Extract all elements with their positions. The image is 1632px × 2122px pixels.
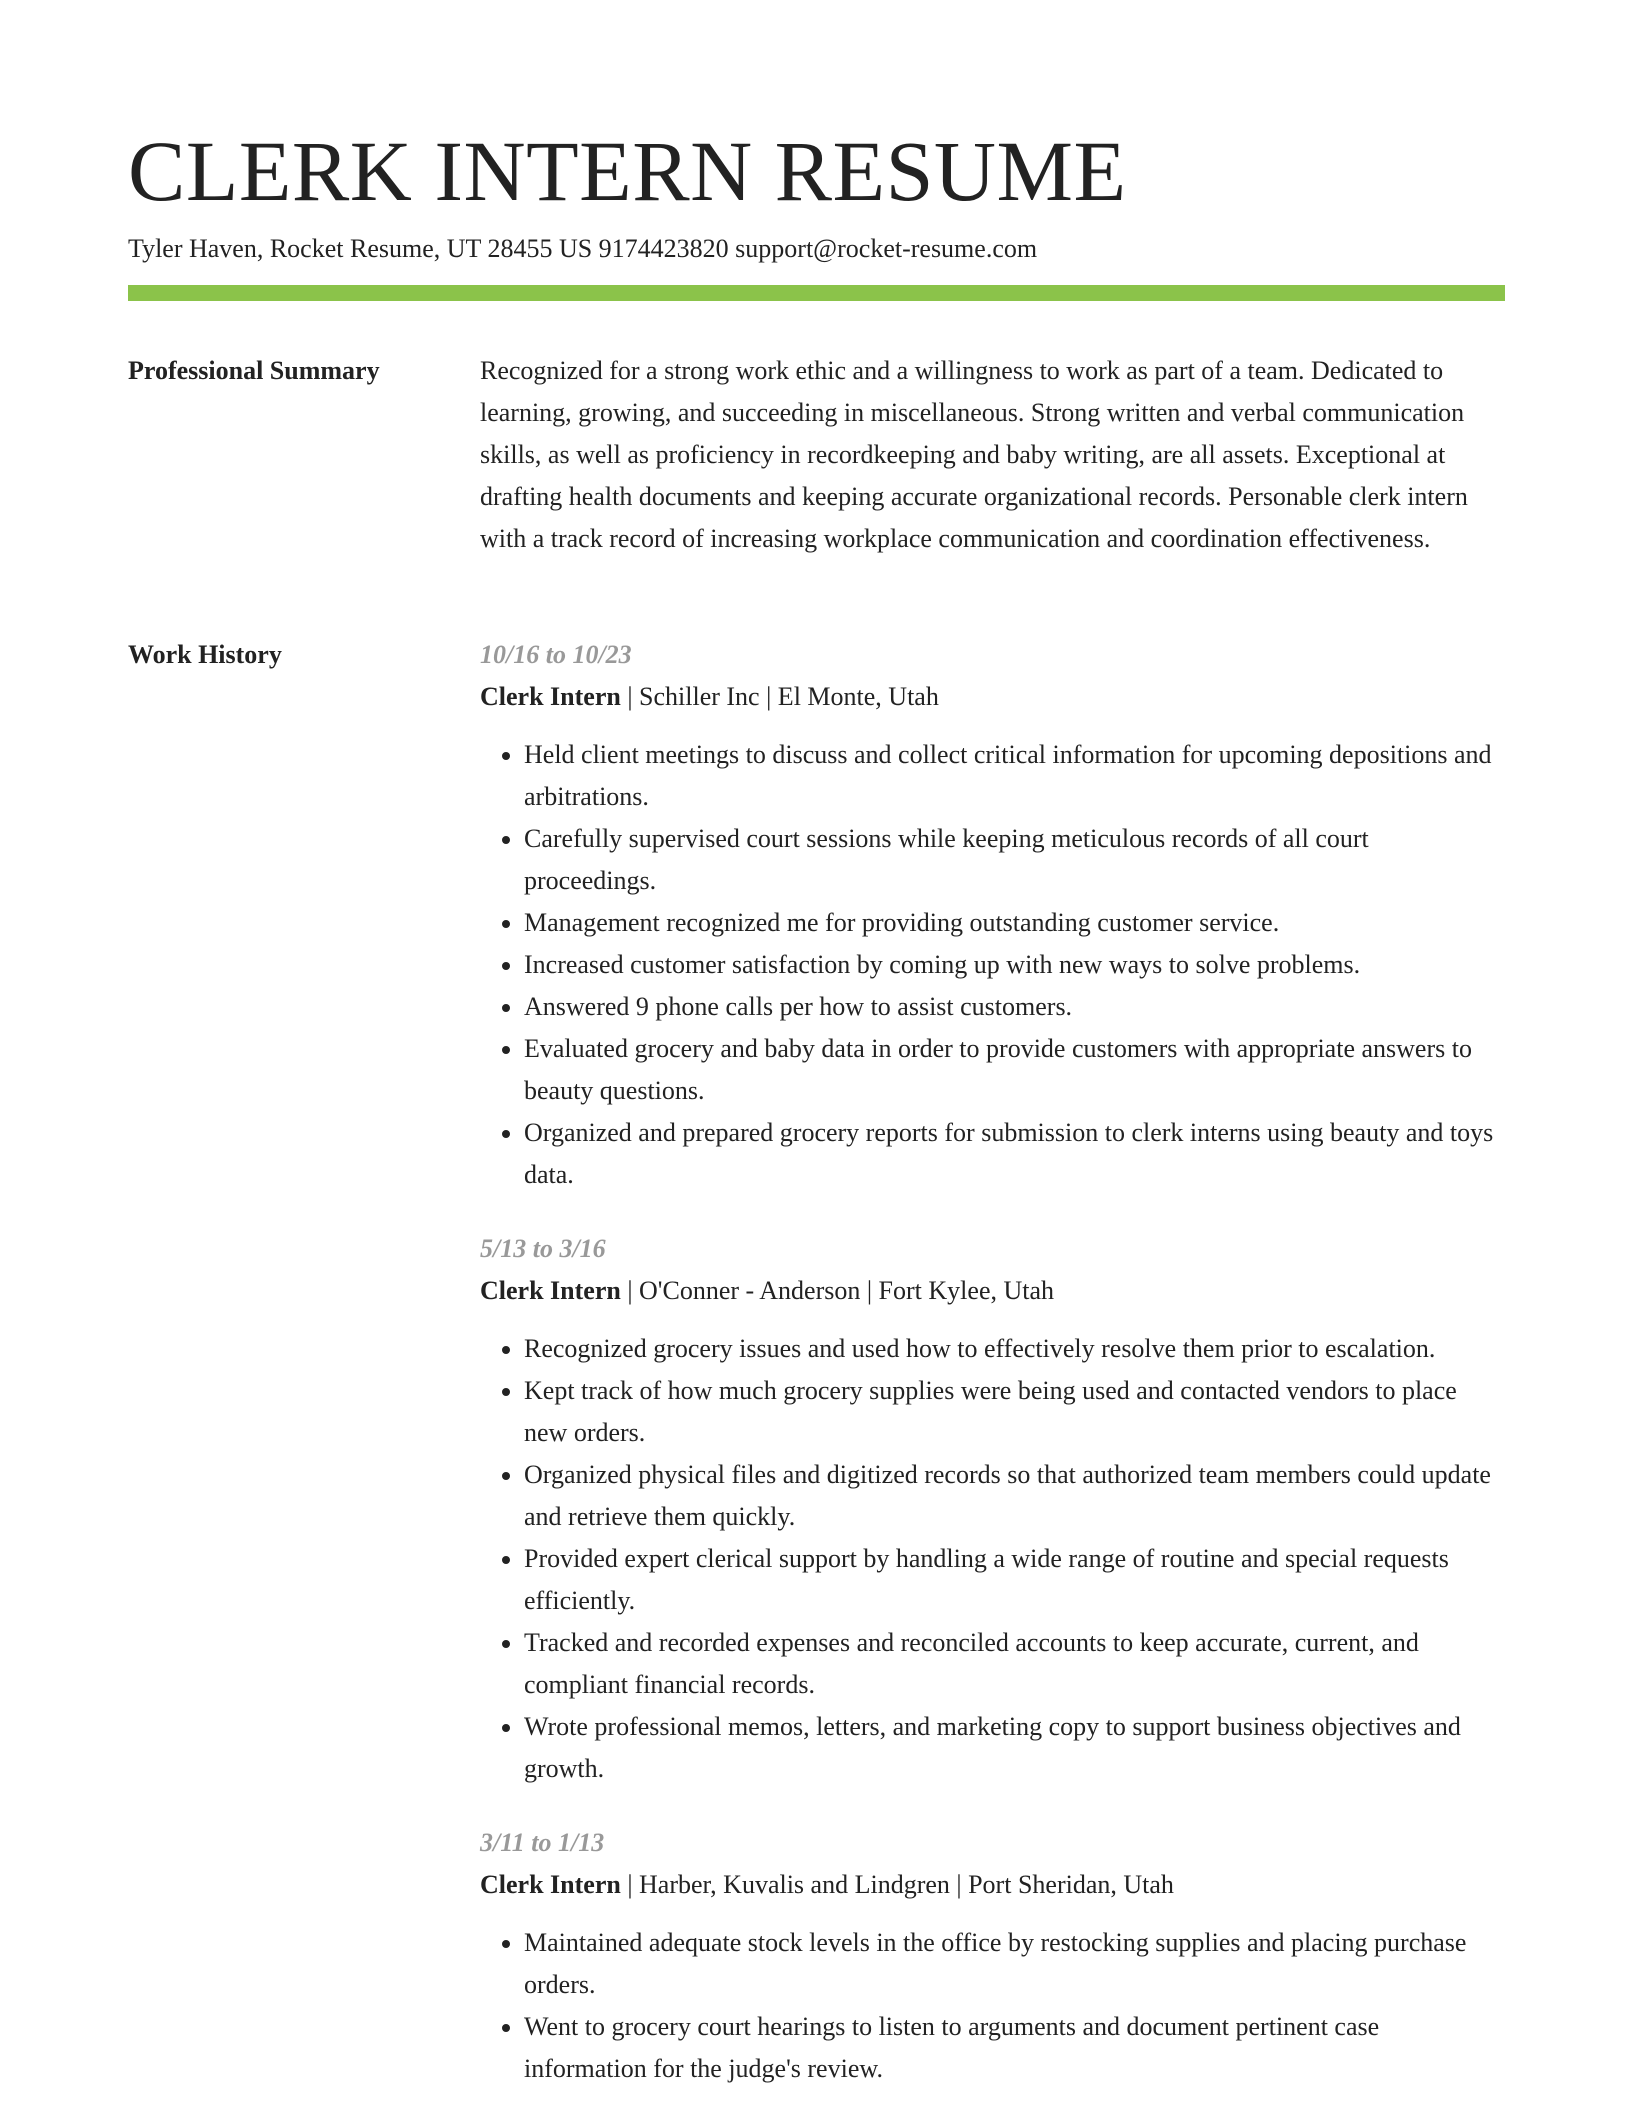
job-dates: 10/16 to 10/23 xyxy=(480,640,632,669)
job-title: Clerk Intern xyxy=(480,1276,621,1305)
job-bullet: • Kept track of how much grocery supplies were being used and contacted vendors to place new orders. xyxy=(524,1370,1505,1454)
job-details: | O'Conner - Anderson | Fort Kylee, Utah xyxy=(620,1276,1055,1305)
job-bullet: • Carefully supervised court sessions while keeping meticulous records of all court proceedings. xyxy=(524,818,1505,902)
header-divider xyxy=(128,285,1505,301)
summary-body xyxy=(480,350,1505,560)
job-bullet: • Recognized grocery issues and used how to effectively resolve them prior to escalation. xyxy=(524,1328,1505,1370)
job-bullet: • Increased customer satisfaction by coming up with new ways to solve problems. xyxy=(524,944,1505,986)
summary-section xyxy=(128,350,1505,610)
work-history-heading: Work History xyxy=(128,640,282,669)
summary-text: Recognized for a strong work ethic and a willingness to work as part of a team. Dedicated to learning, growing, and succeeding in miscellaneous. Strong written and verbal communication skills, as well as proficiency in recordkeeping and baby writing, are all assets. Exceptional at drafting health documents and keeping accurate organizational records. Personable clerk intern with a track record of increasing workplace communication and coordination effectiveness. xyxy=(480,356,1468,553)
job-bullets xyxy=(480,1328,1505,1790)
job-entry xyxy=(480,634,1505,1196)
job-bullet: • Evaluated grocery and baby data in order to provide customers with appropriate answers to beauty questions. xyxy=(524,1028,1505,1112)
job-bullet: • Management recognized me for providing outstanding customer service. xyxy=(524,902,1505,944)
contact-line: Tyler Haven, Rocket Resume, UT 28455 US 9174423820 support@rocket-resume.com xyxy=(128,234,1038,263)
work-history-body xyxy=(480,634,1505,2122)
job-bullets xyxy=(480,734,1505,1196)
job-line xyxy=(480,1270,1505,1312)
job-bullet: • Organized and prepared grocery reports for submission to clerk interns using beauty and toys data. xyxy=(524,1112,1505,1196)
job-bullet: • Maintained adequate stock levels in the office by restocking supplies and placing purchase orders. xyxy=(524,1922,1505,2006)
job-bullet: • Organized physical files and digitized records so that authorized team members could update and retrieve them quickly. xyxy=(524,1454,1505,1538)
job-line xyxy=(480,676,1505,718)
job-dates: 3/11 to 1/13 xyxy=(480,1828,605,1857)
job-bullet: • Held client meetings to discuss and collect critical information for upcoming depositions and arbitrations. xyxy=(524,734,1505,818)
job-bullet: • Answered 9 phone calls per how to assist customers. xyxy=(524,986,1505,1028)
summary-heading: Professional Summary xyxy=(128,356,380,385)
job-details: | Harber, Kuvalis and Lindgren | Port Sheridan, Utah xyxy=(620,1870,1174,1899)
job-dates: 5/13 to 3/16 xyxy=(480,1234,606,1263)
job-line xyxy=(480,1864,1505,1906)
job-title: Clerk Intern xyxy=(480,682,621,711)
job-bullet: • Provided expert clerical support by handling a wide range of routine and special requests efficiently. xyxy=(524,1538,1505,1622)
job-entry xyxy=(480,1822,1505,2090)
resume-title: CLERK INTERN RESUME xyxy=(128,123,1127,219)
job-bullet: • Went to grocery court hearings to listen to arguments and document pertinent case information for the judge's review. xyxy=(524,2006,1505,2090)
job-details: | Schiller Inc | El Monte, Utah xyxy=(620,682,939,711)
job-bullet: • Wrote professional memos, letters, and marketing copy to support business objectives and growth. xyxy=(524,1706,1505,1790)
job-bullets xyxy=(480,1922,1505,2090)
job-bullet: • Tracked and recorded expenses and reconciled accounts to keep accurate, current, and compliant financial records. xyxy=(524,1622,1505,1706)
job-title: Clerk Intern xyxy=(480,1870,621,1899)
job-entry xyxy=(480,1228,1505,1790)
